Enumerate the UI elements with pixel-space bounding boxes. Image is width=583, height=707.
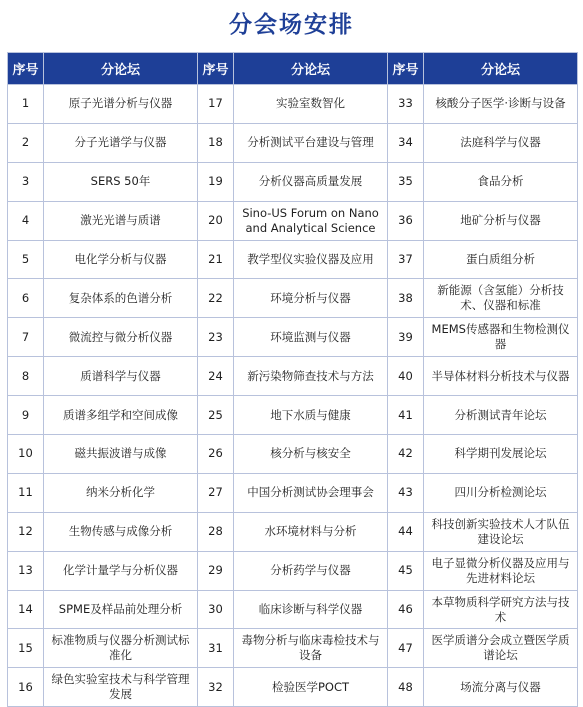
table-row: [8, 590, 578, 629]
forum-number: 4: [8, 201, 44, 240]
forum-number: 7: [8, 318, 44, 357]
forum-name: MEMS传感器和生物检测仪器: [424, 318, 578, 357]
forum-number: 3: [8, 162, 44, 201]
forum-name: 水环境材料与分析: [234, 512, 388, 551]
forum-name: 电化学分析与仪器: [44, 240, 198, 279]
forum-name: 绿色实验室技术与科学管理发展: [44, 668, 198, 707]
header-forum-1: 分论坛: [44, 53, 198, 85]
header-number-2: 序号: [198, 53, 234, 85]
forum-name: 微流控与微分析仪器: [44, 318, 198, 357]
table-header: [8, 53, 578, 85]
forum-number: 25: [198, 396, 234, 435]
forum-number: 45: [388, 551, 424, 590]
table-row: [8, 85, 578, 124]
forum-number: 16: [8, 668, 44, 707]
forum-number: 21: [198, 240, 234, 279]
forum-number: 26: [198, 435, 234, 474]
forum-number: 27: [198, 473, 234, 512]
forum-name: 半导体材料分析技术与仪器: [424, 357, 578, 396]
forum-name: 分析仪器高质量发展: [234, 162, 388, 201]
forum-name: 磁共振波谱与成像: [44, 435, 198, 474]
forum-name: 科技创新实验技术人才队伍建设论坛: [424, 512, 578, 551]
forum-number: 15: [8, 629, 44, 668]
forum-number: 39: [388, 318, 424, 357]
forum-name: 中国分析测试协会理事会: [234, 473, 388, 512]
forum-name: 分析测试平台建设与管理: [234, 123, 388, 162]
table-row: [8, 201, 578, 240]
table-row: [8, 668, 578, 707]
table-row: [8, 473, 578, 512]
forum-name: 医学质谱分会成立暨医学质谱论坛: [424, 629, 578, 668]
forum-number: 35: [388, 162, 424, 201]
forum-number: 43: [388, 473, 424, 512]
forum-name: 电子显微分析仪器及应用与先进材料论坛: [424, 551, 578, 590]
table-row: [8, 435, 578, 474]
forum-name: 化学计量学与分析仪器: [44, 551, 198, 590]
forum-name: SERS 50年: [44, 162, 198, 201]
forum-name: 地矿分析与仪器: [424, 201, 578, 240]
forum-name: 食品分析: [424, 162, 578, 201]
forum-name: 教学型仪实验仪器及应用: [234, 240, 388, 279]
forum-name: 质谱科学与仪器: [44, 357, 198, 396]
forum-name: 新能源（含氢能）分析技术、仪器和标准: [424, 279, 578, 318]
table-row: [8, 123, 578, 162]
forum-number: 8: [8, 357, 44, 396]
forum-number: 23: [198, 318, 234, 357]
table-row: [8, 240, 578, 279]
forum-schedule-table: [7, 52, 578, 707]
forum-name: 本草物质科学研究方法与技术: [424, 590, 578, 629]
forum-name: 环境分析与仪器: [234, 279, 388, 318]
forum-number: 6: [8, 279, 44, 318]
forum-number: 48: [388, 668, 424, 707]
forum-name: 场流分离与仪器: [424, 668, 578, 707]
forum-number: 11: [8, 473, 44, 512]
forum-number: 41: [388, 396, 424, 435]
forum-number: 33: [388, 85, 424, 124]
forum-name: 法庭科学与仪器: [424, 123, 578, 162]
forum-name: 分子光谱学与仪器: [44, 123, 198, 162]
forum-number: 9: [8, 396, 44, 435]
table-row: [8, 512, 578, 551]
forum-name: 环境监测与仪器: [234, 318, 388, 357]
forum-name: 生物传感与成像分析: [44, 512, 198, 551]
forum-number: 13: [8, 551, 44, 590]
forum-number: 40: [388, 357, 424, 396]
forum-name: 激光光谱与质谱: [44, 201, 198, 240]
forum-name: 质谱多组学和空间成像: [44, 396, 198, 435]
header-number-3: 序号: [388, 53, 424, 85]
forum-name: 临床诊断与科学仪器: [234, 590, 388, 629]
page-title: 分会场安排: [229, 12, 354, 38]
forum-number: 19: [198, 162, 234, 201]
forum-name: 科学期刊发展论坛: [424, 435, 578, 474]
forum-name: 实验室数智化: [234, 85, 388, 124]
forum-name: 毒物分析与临床毒检技术与设备: [234, 629, 388, 668]
forum-name: 纳米分析化学: [44, 473, 198, 512]
table-body: [8, 85, 578, 707]
forum-number: 36: [388, 201, 424, 240]
header-number-1: 序号: [8, 53, 44, 85]
header-row: [8, 53, 578, 85]
table-row: [8, 162, 578, 201]
forum-name: 四川分析检测论坛: [424, 473, 578, 512]
forum-name: 检验医学POCT: [234, 668, 388, 707]
forum-number: 34: [388, 123, 424, 162]
forum-name: 核酸分子医学·诊断与设备: [424, 85, 578, 124]
forum-number: 28: [198, 512, 234, 551]
forum-name: Sino-US Forum on Nano and Analytical Science: [234, 201, 388, 240]
forum-number: 47: [388, 629, 424, 668]
forum-number: 38: [388, 279, 424, 318]
forum-number: 31: [198, 629, 234, 668]
forum-name: 标准物质与仪器分析测试标准化: [44, 629, 198, 668]
header-forum-3: 分论坛: [424, 53, 578, 85]
forum-name: 地下水质与健康: [234, 396, 388, 435]
forum-name: 核分析与核安全: [234, 435, 388, 474]
table-row: [8, 629, 578, 668]
forum-number: 24: [198, 357, 234, 396]
table-row: [8, 279, 578, 318]
forum-number: 32: [198, 668, 234, 707]
forum-number: 12: [8, 512, 44, 551]
table-row: [8, 318, 578, 357]
forum-number: 1: [8, 85, 44, 124]
forum-number: 18: [198, 123, 234, 162]
forum-number: 5: [8, 240, 44, 279]
forum-number: 10: [8, 435, 44, 474]
forum-number: 37: [388, 240, 424, 279]
table-row: [8, 551, 578, 590]
forum-name: 复杂体系的色谱分析: [44, 279, 198, 318]
forum-number: 17: [198, 85, 234, 124]
table-row: [8, 357, 578, 396]
forum-number: 20: [198, 201, 234, 240]
forum-name: 蛋白质组分析: [424, 240, 578, 279]
forum-name: 新污染物筛查技术与方法: [234, 357, 388, 396]
header-forum-2: 分论坛: [234, 53, 388, 85]
forum-name: SPME及样品前处理分析: [44, 590, 198, 629]
table-row: [8, 396, 578, 435]
forum-name: 分析药学与仪器: [234, 551, 388, 590]
forum-number: 42: [388, 435, 424, 474]
forum-number: 29: [198, 551, 234, 590]
forum-name: 原子光谱分析与仪器: [44, 85, 198, 124]
forum-number: 22: [198, 279, 234, 318]
forum-number: 30: [198, 590, 234, 629]
forum-number: 2: [8, 123, 44, 162]
forum-name: 分析测试青年论坛: [424, 396, 578, 435]
forum-number: 44: [388, 512, 424, 551]
forum-number: 14: [8, 590, 44, 629]
forum-number: 46: [388, 590, 424, 629]
